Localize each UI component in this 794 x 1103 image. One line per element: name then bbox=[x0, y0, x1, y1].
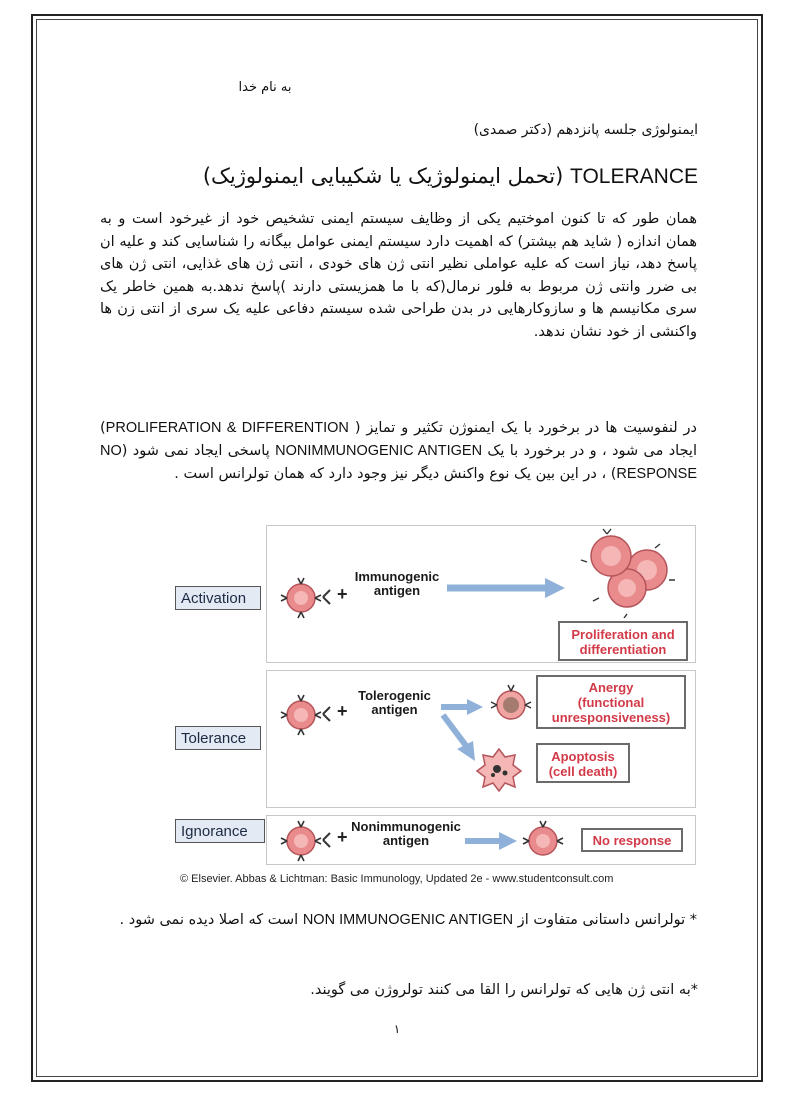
apoptotic-cell-icon bbox=[475, 745, 523, 793]
ignorance-label: Ignorance bbox=[175, 819, 265, 843]
term-no-response: NO RESPONSE bbox=[100, 443, 697, 482]
antigen-line1: Nonimmunogenic bbox=[351, 819, 461, 834]
tolerance-label: Tolerance bbox=[175, 726, 261, 750]
activation-panel bbox=[266, 525, 696, 663]
term-proliferation: PROLIFERATION & DIFFERENTION bbox=[105, 420, 349, 436]
lymphocyte-icon bbox=[279, 576, 323, 620]
nonimmunogenic-antigen-label bbox=[347, 820, 465, 848]
note1-part1: * تولرانس داستانی متفاوت از bbox=[513, 912, 697, 928]
note1-term: NON IMMUNOGENIC ANTIGEN bbox=[302, 912, 514, 928]
antigen-icon bbox=[322, 588, 334, 606]
arrow-icon bbox=[465, 830, 519, 852]
antigen-line1: Tolerogenic bbox=[358, 688, 431, 703]
figure-credit: © Elsevier. Abbas & Lichtman: Basic Immunology, Updated 2e - www.studentconsult.com bbox=[180, 873, 614, 885]
title-persian: (تحمل ایمنولوژیک یا شکیبایی ایمنولوژیک) bbox=[202, 164, 564, 188]
plus-sign: + bbox=[337, 701, 348, 721]
ignorance-panel bbox=[266, 815, 696, 865]
tolerogenic-antigen-label bbox=[347, 689, 442, 717]
page-number: ۱ bbox=[393, 1022, 401, 1036]
paragraph2-part2: ) ایجاد می شود ، و در برخورد با یک bbox=[100, 420, 697, 459]
lymphocyte-icon bbox=[279, 819, 323, 863]
antigen-line2: antigen bbox=[371, 702, 418, 717]
note-tolerogen: *به انتی ژن هایی که تولرانس را القا می کنند تولروژن می گویند. bbox=[310, 982, 698, 998]
no-response-box: No response bbox=[581, 828, 683, 852]
term-nonimmunogenic: NONIMMUNOGENIC ANTIGEN bbox=[275, 443, 483, 459]
antigen-line1: Immunogenic bbox=[354, 569, 440, 584]
note-nonimmunogenic bbox=[100, 908, 697, 932]
plus-sign: + bbox=[337, 584, 348, 604]
paragraph-intro: همان طور که تا کنون اموختیم یکی از وظایف سیستم ایمنی تشخیص خود از غیرخود است و به همان اندازه ( شاید هم بیشتر) که اهمیت دارد سیستم ایمنی عوامل بیگانه را شناسایی کند و علیه ان پاسخ دهد، نیاز است که علیه عواملی نظیر انتی ژن های خودی ، انتی ژن های غذایی، انتی ژن های بی ضرر وانتی ژن مربوط به فلور نرمال(که با ما همزیستی دارند )پاسخ ندهد.به همین خاطر یک سری مکانیسم ها و سازوکارهایی در بدن طراحی شده سیستم دفاعی علیه یک سری از انتی زن ها واکنشی از خود نشان ندهد. bbox=[100, 211, 697, 340]
apoptosis-line1: Apoptosis bbox=[551, 749, 615, 764]
paragraph2-part4: ) ، در این بین یک نوع واکنش دیگر نیز وجود دارد که همان تولرانس است . bbox=[174, 466, 617, 482]
lymphocyte-icon bbox=[279, 693, 323, 737]
paragraph2-part1: در لنفوسیت ها در برخورد با یک ایمنوژن تکثیر و تمایز ( bbox=[348, 420, 697, 436]
antigen-icon bbox=[322, 831, 334, 849]
paragraph-responses bbox=[100, 417, 697, 486]
anergic-cell-icon bbox=[489, 683, 533, 727]
antigen-line2: antigen bbox=[373, 583, 421, 598]
note1-part2: است که اصلا دیده نمی شود . bbox=[119, 912, 303, 928]
tolerance-figure bbox=[170, 525, 696, 867]
title-english: TOLERANCE bbox=[570, 165, 698, 188]
proliferating-cells-icon bbox=[577, 528, 687, 618]
result-line2: differentiation bbox=[579, 642, 667, 657]
anergy-result-box bbox=[536, 675, 686, 729]
page-title bbox=[203, 164, 698, 189]
immunogenic-antigen-label bbox=[347, 570, 447, 598]
lymphocyte-icon bbox=[521, 819, 565, 863]
session-heading: ایمنولوژی جلسه پانزدهم (دکتر صمدی) bbox=[473, 122, 698, 138]
basmala: به نام خدا bbox=[238, 80, 292, 95]
paragraph2-part3: پاسخی ایجاد نمی شود ( bbox=[121, 443, 276, 459]
tolerance-panel bbox=[266, 670, 696, 808]
activation-label: Activation bbox=[175, 586, 261, 610]
anergy-line1: Anergy bbox=[588, 680, 634, 695]
antigen-icon bbox=[322, 705, 334, 723]
apoptosis-result-box bbox=[536, 743, 630, 783]
proliferation-result-box bbox=[558, 621, 688, 661]
result-line1: Proliferation and bbox=[571, 627, 675, 642]
anergy-line2: (functional bbox=[577, 695, 645, 710]
apoptosis-line2: (cell death) bbox=[548, 764, 618, 779]
arrow-icon bbox=[447, 576, 567, 600]
plus-sign: + bbox=[337, 827, 348, 847]
anergy-line3: unresponsiveness) bbox=[551, 710, 671, 725]
antigen-line2: antigen bbox=[382, 833, 430, 848]
